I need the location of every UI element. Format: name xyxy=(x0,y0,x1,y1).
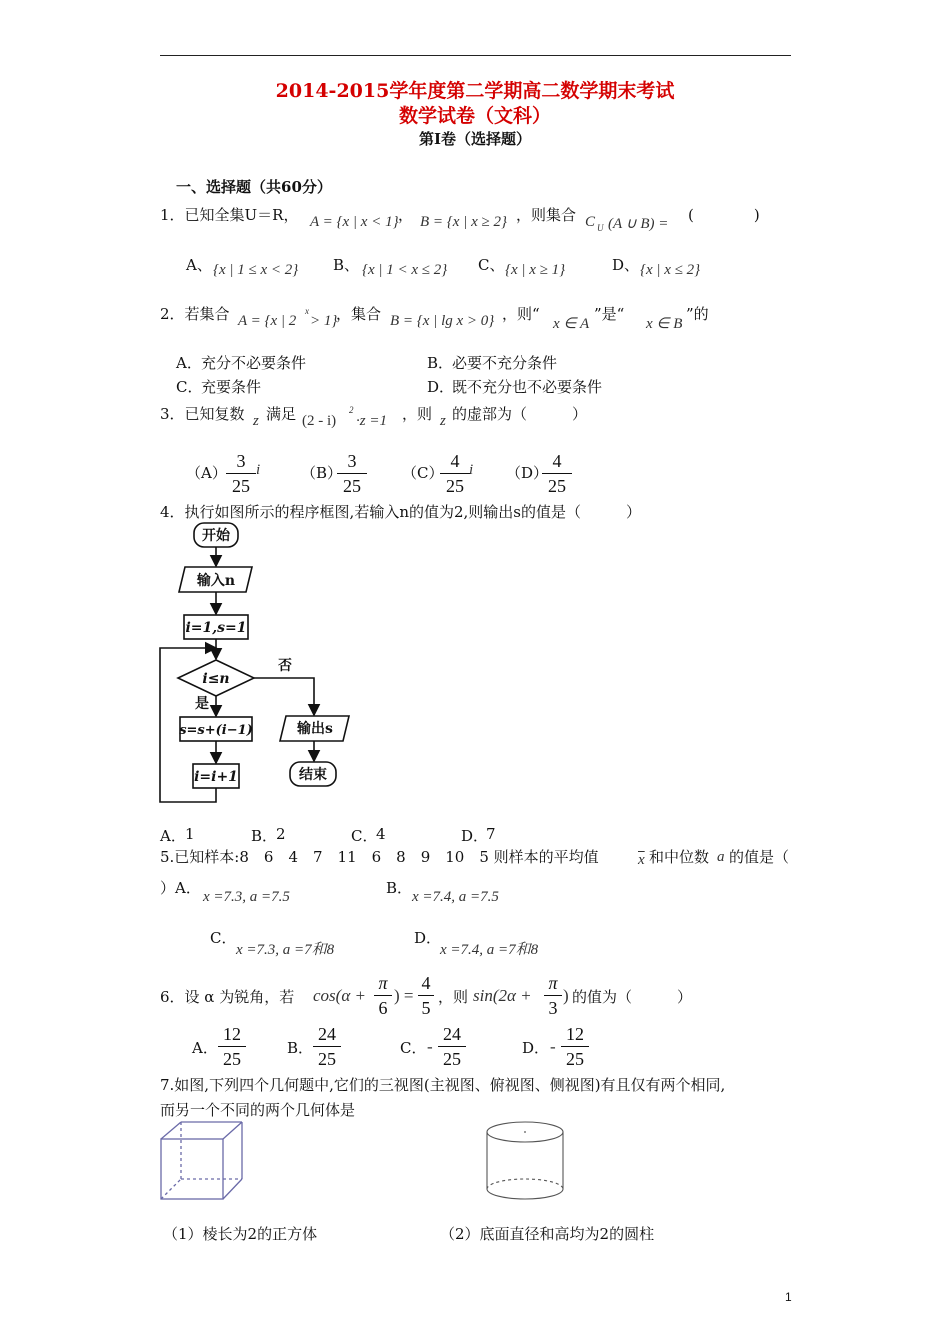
q7-caption-1: （1）棱长为2的正方体 xyxy=(163,1225,318,1243)
q6-close: ) xyxy=(563,986,569,1005)
q1-set-a: A = {x | x < 1} xyxy=(310,214,399,230)
q7-caption-2: （2）底面直径和高均为2的圆柱 xyxy=(440,1225,655,1243)
q6-option-b[interactable] xyxy=(313,1023,341,1070)
exam-title: 2014-2015学年度第二学期高二数学期末考试 xyxy=(275,80,675,102)
q2-option-b[interactable]: 必要不充分条件 xyxy=(452,354,558,372)
q3-option-a-den: 25 xyxy=(232,476,250,496)
q2-option-d-label: D． xyxy=(427,378,455,396)
q6-six-den: 6 xyxy=(378,998,388,1018)
q3-option-b[interactable] xyxy=(337,450,367,497)
q6-four-fifths xyxy=(418,972,434,1019)
q6-option-a[interactable] xyxy=(218,1023,246,1070)
q3-option-a-num: 3 xyxy=(236,451,246,471)
q3-option-c-num: 4 xyxy=(450,451,460,471)
q1-set-b: B = {x | x ≥ 2} xyxy=(420,214,507,230)
q3-option-c-den: 25 xyxy=(446,476,464,496)
q6-three-den: 3 xyxy=(548,998,558,1018)
header-rule xyxy=(160,55,791,56)
q2-mid3: ”是“ xyxy=(594,305,625,323)
q6-eq: ) = xyxy=(394,986,414,1005)
q6-pi-num: π xyxy=(378,973,388,993)
q6-pi-over-3 xyxy=(544,972,562,1019)
q3-end: 的虚部为（ ） xyxy=(452,405,588,423)
q3-mid2: ，则 xyxy=(402,405,433,423)
q4-option-d[interactable]: 7 xyxy=(486,825,496,843)
q3-option-b-label: （B） xyxy=(301,464,343,482)
q1-option-b-label: B、 xyxy=(333,256,360,274)
q3-option-d-label: （D） xyxy=(506,464,549,482)
flow-no-label: 否 xyxy=(278,658,292,674)
q6-cos: cos(α + xyxy=(313,986,366,1005)
q6-mid: ，则 xyxy=(438,988,469,1006)
q6-sin: sin(2α + xyxy=(473,986,532,1005)
q2-set-b: B = {x | lg x > 0} xyxy=(390,313,495,329)
flow-init-text: i=1,s=1 xyxy=(185,620,247,636)
flow-incr-text: i=i+1 xyxy=(194,769,238,785)
cube-figure xyxy=(155,1117,250,1207)
q6-option-a-den: 25 xyxy=(223,1049,241,1069)
q6-option-c-num: 24 xyxy=(443,1024,461,1044)
q3-stem: 3．已知复数 xyxy=(160,405,245,423)
q1-complement-sub: U xyxy=(597,223,604,233)
q3-option-d-num: 4 xyxy=(552,451,562,471)
page-number: 1 xyxy=(785,1290,792,1304)
q3-expr: (2 - i) xyxy=(302,413,337,429)
q2-stem: 2．若集合 xyxy=(160,305,230,323)
q5-option-b-label: B． xyxy=(386,879,413,897)
q3-option-d-den: 25 xyxy=(548,476,566,496)
q4-option-a-label: A． xyxy=(160,827,186,845)
q6-five-den: 5 xyxy=(421,998,431,1018)
q6-option-d-label: D． xyxy=(522,1039,550,1057)
flow-cond-text: i≤n xyxy=(202,671,230,687)
q2-option-b-label: B． xyxy=(427,354,454,372)
q5-end: 的值是（ xyxy=(729,848,790,866)
q6-option-d[interactable] xyxy=(561,1023,589,1070)
q3-option-d[interactable] xyxy=(542,450,572,497)
q2-option-d[interactable]: 既不充分也不必要条件 xyxy=(452,378,603,396)
q7-stem-line1: 7.如图,下列四个几何题中,它们的三视图(主视图、俯视图、侧视图)有且仅有两个相同, xyxy=(160,1076,726,1094)
q7-stem-line2: 而另一个不同的两个几何体是 xyxy=(160,1101,356,1119)
q1-paren: ( ) xyxy=(688,206,760,224)
flow-output-text: 输出s xyxy=(297,721,333,737)
q2-cond-a: x ∈ A xyxy=(553,316,590,332)
q5-a: a xyxy=(717,849,725,865)
q1-option-c[interactable]: {x | x ≥ 1} xyxy=(505,262,566,278)
q3-option-c-i: i xyxy=(469,462,474,478)
q2-cond-b: x ∈ B xyxy=(646,316,683,332)
q6-end: 的值为（ ） xyxy=(572,988,693,1006)
q2-option-c-label: C． xyxy=(176,378,203,396)
cylinder-figure xyxy=(480,1117,575,1207)
q6-option-b-label: B． xyxy=(287,1039,314,1057)
q5-option-b[interactable]: x =7.4, a =7.5 xyxy=(412,889,499,905)
q1-union: (A ∪ B) = xyxy=(608,216,669,232)
q1-option-c-label: C、 xyxy=(478,256,505,274)
q1-option-d-label: D、 xyxy=(612,256,640,274)
q2-option-a[interactable]: 充分不必要条件 xyxy=(201,354,307,372)
q2-mid: ，集合 xyxy=(336,305,382,323)
q2-option-a-label: A． xyxy=(176,354,202,372)
q5-xbar: $\overline{x}$ xyxy=(638,852,645,868)
q3-expr2: ·z =1 xyxy=(356,413,387,429)
q3-option-c[interactable] xyxy=(440,450,470,497)
q2-mid2: ，则“ xyxy=(502,305,540,323)
section-heading: 一、选择题（共60分） xyxy=(176,178,332,196)
q6-option-c[interactable] xyxy=(438,1023,466,1070)
q6-option-b-den: 25 xyxy=(318,1049,336,1069)
q1-complement: C xyxy=(585,214,596,230)
q2-option-c[interactable]: 充要条件 xyxy=(201,378,262,396)
q4-option-b[interactable]: 2 xyxy=(276,825,286,843)
q5-option-c[interactable]: x =7.3, a =7和8 xyxy=(236,942,335,958)
q5-option-a-label: ）A． xyxy=(160,879,201,897)
part-label: 第Ⅰ卷（选择题） xyxy=(418,130,532,148)
q1-comma: ， xyxy=(398,206,414,224)
q3-option-b-num: 3 xyxy=(347,451,357,471)
q4-option-c-label: C． xyxy=(351,827,378,845)
q2-set-a-end: > 1} xyxy=(310,313,338,329)
q4-stem: 4．执行如图所示的程序框图,若输入n的值为2,则输出s的值是（ ） xyxy=(160,503,641,521)
q6-option-c-sign: - xyxy=(427,1037,433,1056)
q2-end: ”的 xyxy=(686,305,709,323)
q6-four-num: 4 xyxy=(421,973,431,993)
q1-stem: 1．已知全集U＝R， xyxy=(160,206,299,224)
flow-body-text: s=s+(i−1) xyxy=(179,723,253,738)
q6-option-d-sign: - xyxy=(550,1037,556,1056)
q6-option-c-label: C． xyxy=(400,1039,427,1057)
q6-pi-num2: π xyxy=(548,973,558,993)
q3-option-a[interactable] xyxy=(226,450,256,497)
q5-option-c-label: C． xyxy=(210,929,237,947)
q3-option-a-i: i xyxy=(256,462,261,478)
q1-option-a[interactable]: {x | 1 ≤ x < 2} xyxy=(213,262,299,278)
q1-mid: ，则集合 xyxy=(516,206,577,224)
q6-option-a-label: A． xyxy=(192,1039,218,1057)
flow-input-text: 输入n xyxy=(196,573,236,589)
q2-set-a: A = {x | 2 xyxy=(238,313,297,329)
q3-z: z xyxy=(253,413,259,429)
flow-start-text: 开始 xyxy=(202,528,230,544)
q3-exp: 2 xyxy=(349,405,354,415)
flowchart xyxy=(150,518,360,808)
q4-option-c[interactable]: 4 xyxy=(376,825,386,843)
flow-yes-label: 是 xyxy=(195,696,209,712)
q4-option-d-label: D． xyxy=(461,827,489,845)
q6-stem: 6．设 α 为锐角，若 xyxy=(160,988,295,1006)
q6-option-c-den: 25 xyxy=(443,1049,461,1069)
q1-option-b[interactable]: {x | 1 < x ≤ 2} xyxy=(362,262,448,278)
q1-option-a-label: A、 xyxy=(186,256,212,274)
q5-option-a[interactable]: x =7.3, a =7.5 xyxy=(203,889,290,905)
q3-z2: z xyxy=(440,413,446,429)
q3-mid: 满足 xyxy=(266,405,297,423)
q6-option-d-den: 25 xyxy=(566,1049,584,1069)
q4-option-b-label: B． xyxy=(251,827,278,845)
q3-option-c-label: （C） xyxy=(402,464,444,482)
flow-end-text: 结束 xyxy=(299,767,327,783)
q6-option-b-num: 24 xyxy=(318,1024,336,1044)
q6-option-d-num: 12 xyxy=(566,1024,584,1044)
q6-pi-over-6 xyxy=(374,972,392,1019)
exam-subtitle: 数学试卷（文科） xyxy=(398,105,551,127)
q5-option-d[interactable]: x =7.4, a =7和8 xyxy=(440,942,539,958)
q2-set-a-exp: x xyxy=(305,306,309,316)
q4-option-a[interactable]: 1 xyxy=(185,825,195,843)
q5-mid: 和中位数 xyxy=(649,848,710,866)
q6-option-a-num: 12 xyxy=(223,1024,241,1044)
q3-option-a-label: （A） xyxy=(186,464,227,482)
q3-option-b-den: 25 xyxy=(343,476,361,496)
q5-option-d-label: D． xyxy=(414,929,442,947)
q1-option-d[interactable]: {x | x ≤ 2} xyxy=(640,262,701,278)
q5-stem: 5.已知样本:8 6 4 7 11 6 8 9 10 5 则样本的平均值 xyxy=(160,848,599,866)
